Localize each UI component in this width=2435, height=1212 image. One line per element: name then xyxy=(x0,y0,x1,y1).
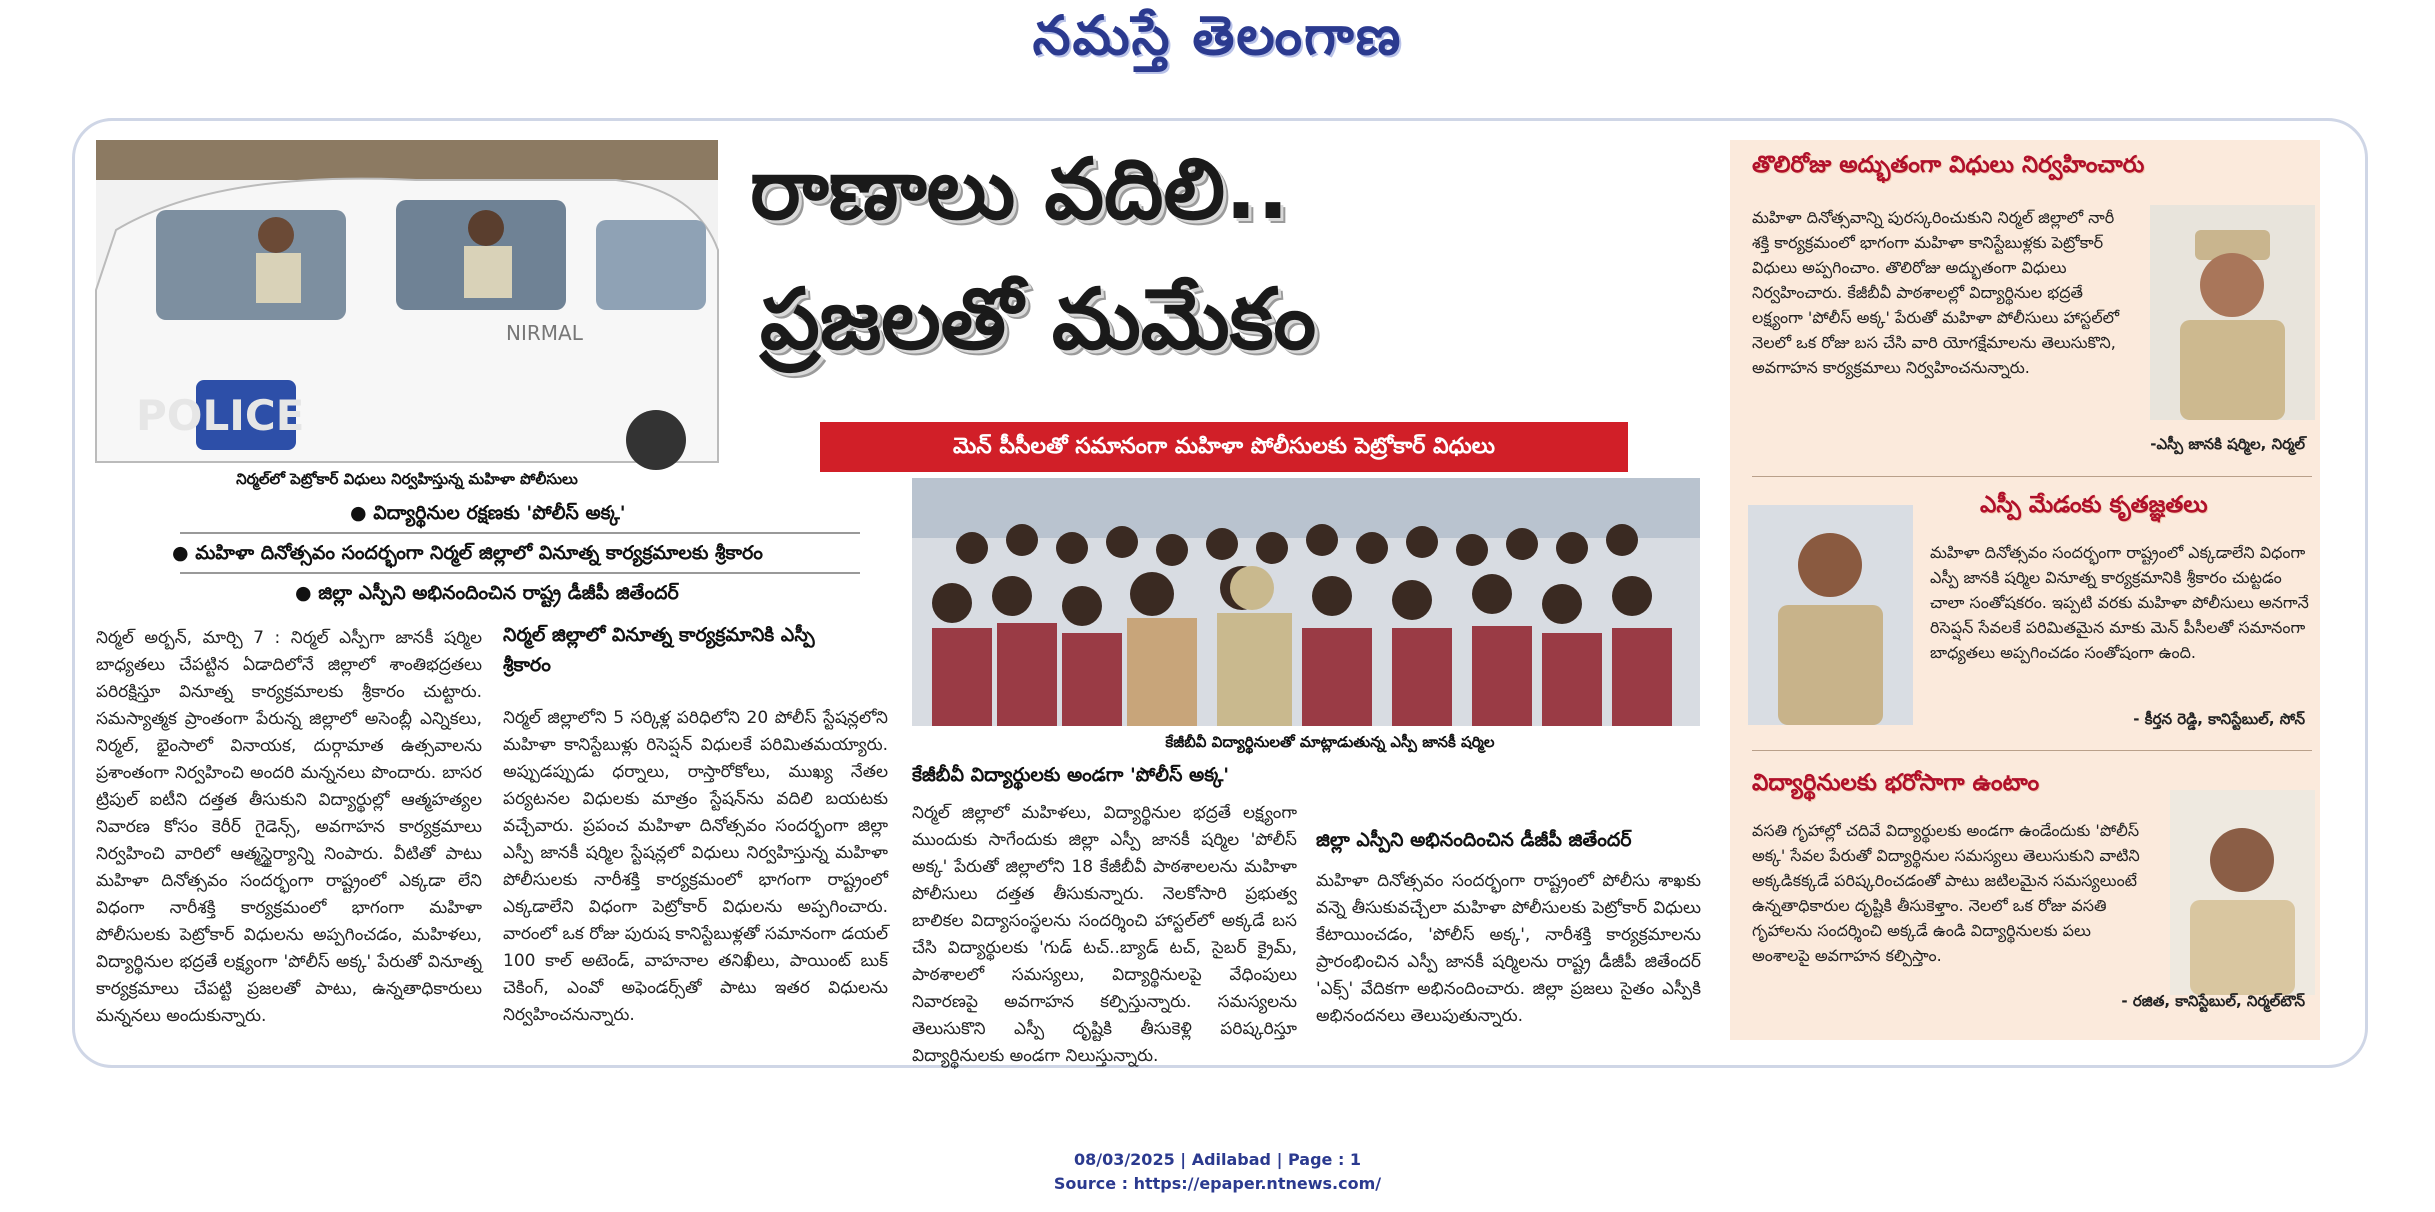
bullet-rule xyxy=(180,532,860,534)
sidebar-2-photo xyxy=(1748,505,1913,725)
masthead-logo: నమస్తే తెలంగాణ xyxy=(1032,4,1403,67)
footer-source: Source : https://epaper.ntnews.com/ xyxy=(1053,1174,1382,1193)
bullet-3: ● జిల్లా ఎస్పీని అభినందించిన రాష్ట్ర డీజీపీ జితేందర్ xyxy=(295,582,679,609)
sidebar-3-credit: - రజిత, కానిస్టేబుల్, నిర్మల్‌టౌన్ xyxy=(2121,992,2305,1010)
sidebar-1-text: మహిళా దినోత్సవాన్ని పురస్కరించుకుని నిర్మల్ జిల్లాలో నారీ శక్తి కార్యక్రమంలో భాగంగా మహిళా కానిస్టేబుళ్లకు పెట్రోకార్ విధులు అప్పగించాం. తొలిరోజు అద్భుతంగా విధులు నిర్వహించారు. కేజీబీవీ పాఠశాలల్లో విద్యార్థినుల భద్రతే లక్ష్యంగా 'పోలీస్ అక్క' పేరుతో మహిళా పోలీసులు హాస్టల్‌లో నెలలో ఒక రోజు బస చేసి వారి యోగక్షేమాలను తెలుసుకొని, అవగాహన కార్యక్రమాలు నిర్వహించనున్నారు. xyxy=(1752,208,2120,377)
car-text: NIRMAL xyxy=(506,321,583,345)
sidebar-2-text: మహిళా దినోత్సవం సందర్భంగా రాష్ట్రంలో ఎక్కడాలేని విధంగా ఎస్పీ జానకి షర్మిల వినూత్న కార్యక్రమానికి శ్రీకారం చుట్టడం చాలా సంతోషకరం. ఇప్పటి వరకు మహిళా పోలీసులు అనగానే రిసెప్షన్ సేవలకే పరిమితమైన మాకు మెన్ పీసీలతో సమానంగా బాధ్యతలు అప్పగించడం సంతోషంగా ఉంది. xyxy=(1930,543,2309,662)
column-4-text: మహిళా దినోత్సవం సందర్భంగా రాష్ట్రంలో పోలీసు శాఖకు వన్నె తీసుకువచ్చేలా మహిళా పోలీసులకు పెట్రోకార్ విధులు కేటాయించడం, 'పోలీస్ అక్క', నారీశక్తి కార్యక్రమాలను ప్రారంభించిన ఎస్పీ జానకీ షర్మిలను రాష్ట్ర డీజీపీ జితేందర్ 'ఎక్స్' వేదికగా అభినందించారు. జిల్లా ప్రజలు సైతం ఎస్పీకి అభినందనలు తెలుపుతున్నారు. xyxy=(1316,871,1701,1026)
sidebar-2-title: ఎస్పీ మేడంకు కృతజ్ఞతలు xyxy=(1980,492,2208,518)
photo-students xyxy=(912,478,1700,726)
bullet-2: ● మహిళా దినోత్సవం సందర్భంగా నిర్మల్ జిల్లాలో వినూత్న కార్యక్రమాలకు శ్రీకారం xyxy=(172,542,763,569)
column-4-subhead: జిల్లా ఎస్పీని అభినందించిన డీజీపీ జితేందర్ xyxy=(1316,829,1632,851)
sidebar-divider xyxy=(1752,750,2312,751)
column-3-subhead: కేజీబీవీ విద్యార్థులకు అండగా 'పోలీస్ అక్క' xyxy=(912,764,1230,786)
sidebar-3-title: విద్యార్థినులకు భరోసాగా ఉంటాం xyxy=(1752,770,2040,796)
sidebar-1-credit: -ఎస్పీ జానకి షర్మిల, నిర్మల్ xyxy=(2150,435,2305,453)
photo2-caption: కేజీబీవీ విద్యార్థినులతో మాట్లాడుతున్న ఎస్పీ జానకీ షర్మిల xyxy=(1165,733,1495,751)
footer-date-edition: 08/03/2025 | Adilabad | Page : 1 xyxy=(1073,1150,1362,1169)
headline-line1: రాణాలు వదిలి.. xyxy=(750,140,1289,238)
bullet-1: ● విద్యార్థినుల రక్షణకు 'పోలీస్ అక్క' xyxy=(350,502,626,529)
sidebar-2-credit: - కీర్తన రెడ్డి, కానిస్టేబుల్, సోన్ xyxy=(2133,710,2305,728)
sidebar-1-title: తొలిరోజు అద్భుతంగా విధులు నిర్వహించారు xyxy=(1752,152,2145,178)
column-2-subhead: నిర్మల్ జిల్లాలో వినూత్న కార్యక్రమానికి ఎస్పీ శ్రీకారం xyxy=(503,624,815,676)
sidebar-3-text: వసతి గృహాల్లో చదివే విద్యార్థులకు అండగా ఉండేందుకు 'పోలీస్ అక్క' సేవల పేరుతో విద్యార్థినుల సమస్యలు తెలుసుకుని వాటిని అక్కడికక్కడే పరిష్కరించడంతో పాటు జటిలమైన సమస్యలుంటే ఉన్నతాధికారుల దృష్టికి తీసుకెళ్తాం. నెలలో ఒక రోజు వసతి గృహాలను సందర్శించి అక్కడే ఉండి విద్యార్థినులకు పలు అంశాలపై అవగాహన కల్పిస్తాం. xyxy=(1752,821,2140,965)
red-banner: మెన్ పీసీలతో సమానంగా మహిళా పోలీసులకు పెట్రోకార్ విధులు xyxy=(820,422,1628,472)
headline-line2: ప్రజలతో మమేకం xyxy=(760,270,1317,368)
column-3-text: నిర్మల్ జిల్లాలో మహిళలు, విద్యార్థినుల భద్రతే లక్ష్యంగా ముందుకు సాగేందుకు జిల్లా ఎస్పీ జానకీ షర్మిల 'పోలీస్ అక్క' పేరుతో జిల్లాలోని 18 కేజీబీవీ పాఠశాలలను మహిళా పోలీసులు దత్తత తీసుకున్నారు. నెలకోసారి ప్రభుత్వ బాలికల విద్యాసంస్థలను సందర్శించి హాస్టల్‌లో అక్కడే బస చేసి విద్యార్థులకు 'గుడ్ టచ్..బ్యాడ్ టచ్, సైబర్ క్రైమ్, పాఠశాలలో సమస్యలు, విద్యార్థినులపై వేధింపులు నివారణపై అవగాహన కల్పిస్తున్నారు. సమస్యలను తెలుసుకొని ఎస్పీ దృష్టికి తీసుకెళ్లి పరిష్కరిస్తూ విద్యార్థినులకు అండగా నిలుస్తున్నారు. xyxy=(912,803,1297,1066)
column-1-text: నిర్మల్ అర్బన్, మార్చి 7 : నిర్మల్ ఎస్పీగా జానకీ షర్మిల బాధ్యతలు చేపట్టిన ఏడాదిలోనే జిల్లాలో శాంతిభద్రతలు పరిరక్షిస్తూ వినూత్న కార్యక్రమాలకు శ్రీకారం చుట్టారు. సమస్యాత్మక ప్రాంతంగా పేరున్న జిల్లాలో అసెంబ్లీ ఎన్నికలు, నిర్మల్, భైంసాలో వినాయక, దుర్గామాత ఉత్సవాలను ప్రశాంతంగా నిర్వహించి అందరి మన్ననలు పొందారు. బాసర ట్రిపుల్ ఐటీని దత్తత తీసుకుని విద్యార్థుల్లో ఆత్మహత్యల నివారణ కోసం కెరీర్ గైడెన్స్, అవగాహన కార్యక్రమాలు నిర్వహించి వారిలో ఆత్మస్థైర్యాన్ని నింపారు. వీటితో పాటు మహిళా దినోత్సవం సందర్భంగా రాష్ట్రంలో ఎక్కడా లేని విధంగా నారీశక్తి కార్యక్రమంలో భాగంగా మహిళా పోలీసులకు పెట్రోకార్ విధులను అప్పగించడం, మహిళలు, విద్యార్థినుల భద్రతే లక్ష్యంగా 'పోలీస్ అక్క' పేరుతో వినూత్న కార్యక్రమాలు చేపట్టి ప్రజలతో పాటు, ఉన్నతాధికారులు మన్ననలు అందుకున్నారు. xyxy=(96,628,482,1026)
sidebar-divider xyxy=(1752,476,2312,477)
column-2-text: నిర్మల్ జిల్లాలోని 5 సర్కిళ్ల పరిధిలోని 20 పోలీస్ స్టేషన్లలోని మహిళా కానిస్టేబుళ్లు రిసెప్షన్ విధులకే పరిమితమయ్యారు. అప్పుడప్పుడు ధర్నాలు, రాస్తారోకోలు, ముఖ్య నేతల పర్యటనల విధులకు మాత్రం స్టేషన్‌ను వదిలి బయటకు వచ్చేవారు. ప్రపంచ మహిళా దినోత్సవం సందర్భంగా జిల్లా ఎస్పీ జానకీ షర్మిల స్టేషన్లలో విధులు నిర్వహిస్తున్న మహిళా పోలీసులకు నారీశక్తి కార్యక్రమంలో భాగంగా రాష్ట్రంలో ఎక్కడాలేని విధంగా పెట్రోకార్ విధులను అప్పగించారు. వారంలో ఒక రోజు పురుష కానిస్టేబుళ్లతో సమానంగా డయల్ 100 కాల్ అటెండ్, వాహనాల తనిఖీలు, పాయింట్ బుక్ చెకింగ్, ఎంవో అఫెండర్స్‌తో పాటు ఇతర విధులను నిర్వహించనున్నారు. xyxy=(503,708,888,1025)
column-4-text-top xyxy=(1316,760,1701,820)
photo-police-car xyxy=(96,140,718,462)
svg-text:POLICE: POLICE xyxy=(136,391,305,440)
sidebar-1-photo xyxy=(2150,205,2315,420)
sidebar-3-photo xyxy=(2170,790,2315,995)
photo1-caption: నిర్మల్‌లో పెట్రోకార్ విధులు నిర్వహిస్తున్న మహిళా పోలీసులు xyxy=(236,470,578,488)
bullet-rule xyxy=(180,572,860,574)
